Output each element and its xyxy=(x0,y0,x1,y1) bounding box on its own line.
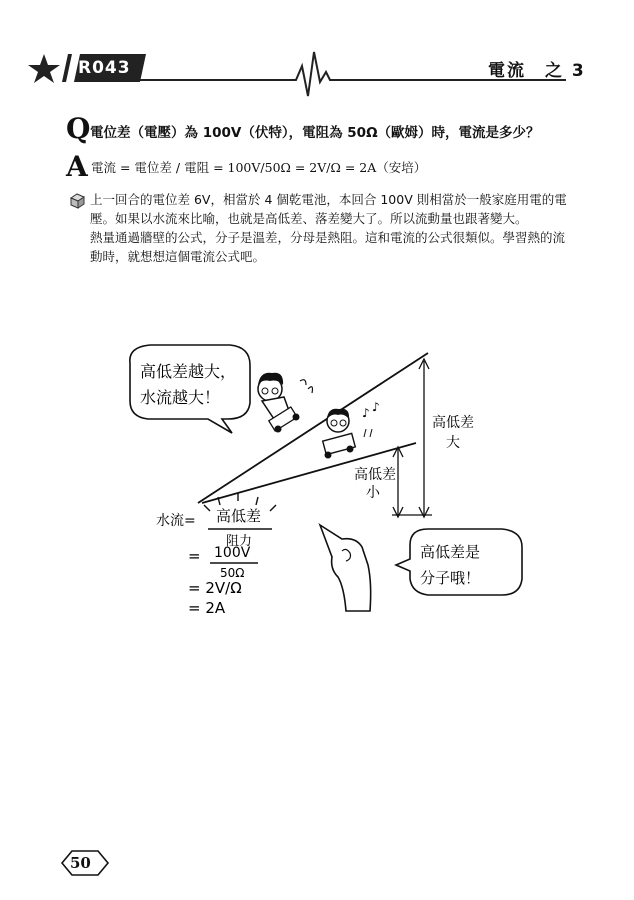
page-header xyxy=(0,0,634,110)
answer-letter: A xyxy=(66,150,88,183)
answer-block xyxy=(66,150,586,182)
svg-text:♪: ♪ xyxy=(362,406,370,420)
star-icon xyxy=(28,54,60,83)
person-big-cart xyxy=(258,373,313,433)
label-big-line1: 高低差 xyxy=(432,415,474,431)
label-big-line2: 大 xyxy=(446,435,460,451)
svg-text:♪: ♪ xyxy=(372,400,380,414)
cube-icon xyxy=(68,192,86,210)
bubble-left-line1: 高低差越大， xyxy=(140,362,237,381)
explanation-para-1: 上一回合的電位差 6V，相當於 4 個乾電池，本回合 100V 則相當於一般家庭用電的電壓。如果以水流來比喻，也就是高低差、落差變大了。所以流動量也跟著變大。 xyxy=(90,192,567,226)
label-small-line1: 高低差 xyxy=(354,467,396,483)
formula-step2-num: 100V xyxy=(214,545,251,561)
header-graphic xyxy=(0,0,634,110)
question-letter: Q xyxy=(66,112,91,145)
answer-formula: = 100V/50Ω = 2V/Ω = 2A（安培） xyxy=(213,160,427,175)
section-code: R043 xyxy=(78,58,131,78)
svg-text:=: = xyxy=(188,547,201,565)
illustration xyxy=(110,325,540,625)
question-block xyxy=(66,112,586,144)
formula-step2-den: 50Ω xyxy=(220,566,245,580)
bubble-left-line2: 水流越大！ xyxy=(140,388,221,407)
explanation-block xyxy=(68,190,568,266)
answer-label: 電流 = 電位差 / 電阻 xyxy=(91,160,210,175)
bubble-right-line2: 分子哦！ xyxy=(420,569,481,587)
question-text: 電位差（電壓）為 100V（伏特），電阻為 50Ω（歐姆）時，電流是多少？ xyxy=(90,125,540,141)
page-number: 50 xyxy=(70,854,91,872)
pointing-hand xyxy=(320,525,371,611)
label-small-line2: 小 xyxy=(366,485,380,501)
section-title: 電流 之 3 xyxy=(488,61,586,81)
formula-denominator: 阻力 xyxy=(226,534,253,549)
formula-step4: = 2A xyxy=(188,599,226,617)
slash-mark xyxy=(62,54,72,82)
person-small-cart xyxy=(323,400,380,459)
bubble-right-line1: 高低差是 xyxy=(420,543,481,561)
formula-numerator: 高低差 xyxy=(216,507,262,525)
formula-lhs: 水流= xyxy=(156,513,196,529)
formula-step3: = 2V/Ω xyxy=(188,579,242,597)
answer-text xyxy=(91,158,426,176)
explanation-para-2: 熱量通過牆壁的公式，分子是溫差，分母是熱阻。這和電流的公式很類似。學習熱的流動時，就想想這個電流公式吧。 xyxy=(90,230,566,264)
